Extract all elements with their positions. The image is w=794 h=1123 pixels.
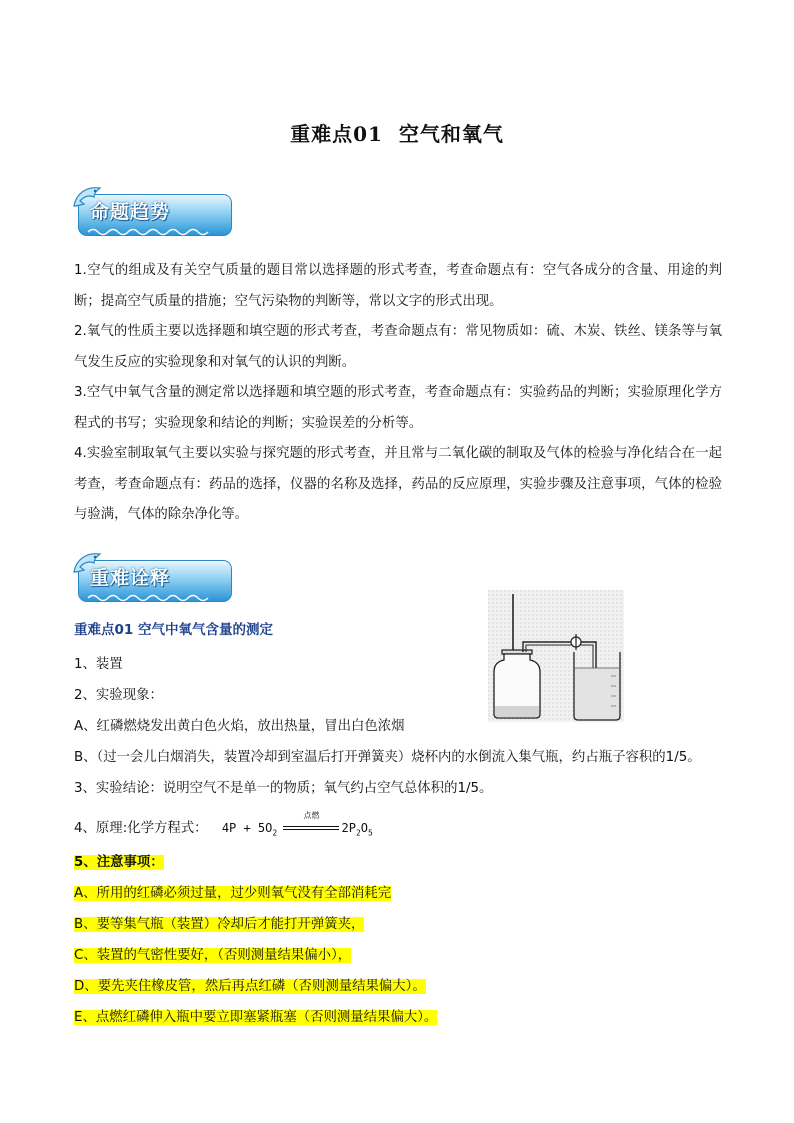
note-a: A、所用的红磷必须过量，过少则氧气没有全部消耗完 (74, 886, 392, 901)
trend-paragraph-3: 3.空气中氧气含量的测定常以选择题和填空题的形式考查，考查命题点有：实验药品的判断；实验原理化学方程式的书写；实验现象和结论的判断；实验误差的分析等。 (74, 385, 722, 431)
page-title-part1: 重难点01 (290, 122, 383, 146)
note-b: B、要等集气瓶（装置）冷却后才能打开弹簧夹， (74, 917, 365, 932)
section-line-5: 3、实验结论：说明空气不是单一的物质；氧气约占空气总体积的1/5。 (74, 781, 493, 796)
banner-explain-label: 重难诠释 (90, 567, 171, 589)
section-line-3: A、红磷燃烧发出黄白色火焰，放出热量，冒出白色浓烟 (74, 719, 405, 734)
formula-product: $2P_2O_5$ (341, 821, 373, 838)
section-line-2: 2、实验现象： (74, 688, 163, 703)
note-d: D、要先夹住橡皮管，然后再点红磷（否则测量结果偏大）。 (74, 979, 426, 994)
formula-line (74, 811, 373, 838)
banner-trend (70, 182, 232, 240)
section-line-4: B、（过一会儿白烟消失，装置冷却到室温后打开弹簧夹）烧杯内的水倒流入集气瓶，约占瓶子容积的1/5。 (74, 750, 701, 765)
trend-paragraph-1: 1.空气的组成及有关空气质量的题目常以选择题的形式考查，考查命题点有：空气各成分的含量、用途的判断；提高空气质量的措施；空气污染物的判断等，常以文字的形式出现。 (74, 263, 722, 309)
note-e: E、点燃红磷伸入瓶中要立即塞紧瓶塞（否则测量结果偏大）。 (74, 1010, 438, 1025)
trend-paragraph-4: 4.实验室制取氧气主要以实验与探究题的形式考查，并且常与二氧化碳的制取及气体的检验与净化结合在一起考查，考查命题点有：药品的选择，仪器的名称及选择，药品的反应原理，实验步骤及注意事项，气体的检验与验满，气体的除杂净化等。 (74, 446, 722, 522)
note-c: C、装置的气密性要好，（否则测量结果偏小）， (74, 948, 352, 963)
formula-prefix: 4、原理:化学方程式： (74, 821, 208, 836)
page-title-part2: 空气和氧气 (398, 122, 504, 146)
page-title (0, 118, 794, 147)
wave-decoration-icon (86, 226, 216, 236)
wave-decoration-icon (86, 592, 216, 602)
banner-trend-label: 命题趋势 (90, 201, 171, 223)
section-line-1: 1、装置 (74, 657, 123, 672)
trend-paragraph-2: 2.氧气的性质主要以选择题和填空题的形式考查，考查命题点有：常见物质如：硫、木炭、铁丝、镁条等与氧气发生反应的实验现象和对氧气的认识的判断。 (74, 324, 722, 370)
banner-explain (70, 548, 232, 606)
apparatus-diagram (488, 590, 624, 722)
section-title: 重难点01 空气中氧气含量的测定 (74, 622, 273, 638)
notes-title: 5、注意事项： (74, 855, 164, 870)
reaction-arrow (281, 811, 341, 836)
formula-reactants: $4P + 5O_2$ (221, 821, 278, 838)
reaction-condition: 点燃 (303, 811, 320, 820)
